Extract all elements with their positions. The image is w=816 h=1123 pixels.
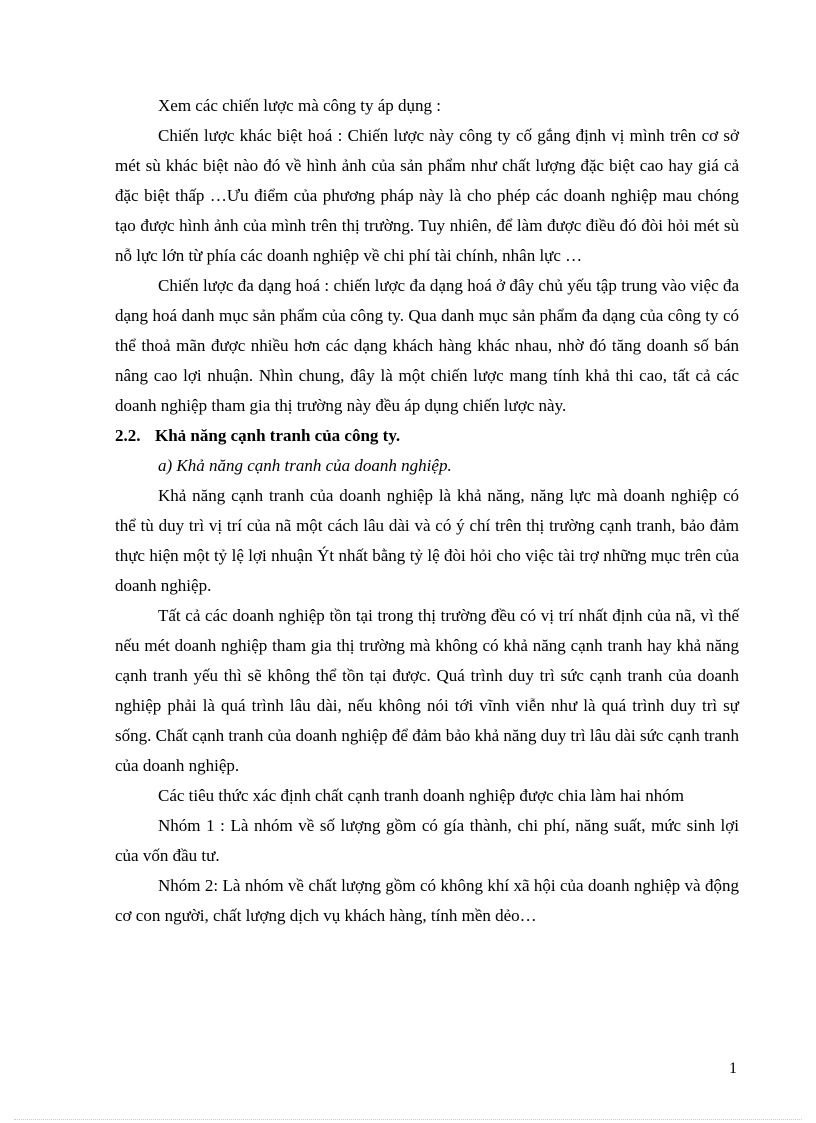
section-title: Khả năng cạnh tranh của công ty.: [155, 426, 401, 445]
section-number: 2.2.: [115, 426, 141, 445]
subsection-heading: a) Khả năng cạnh tranh của doanh nghiệp.: [158, 456, 452, 475]
page-bottom-divider: [14, 1119, 802, 1120]
paragraph-competitiveness-definition: Khả năng cạnh tranh của doanh nghiệp là khả năng, năng lực mà doanh nghiệp có thể tù duy trì vị trí của nã một cách lâu dài và có ý chí trên thị trường cạnh tranh, bảo đảm thực hiện một tỷ lệ lợi nhuận Ýt nhất bằng tỷ lệ đòi hỏi cho việc tài trợ những mục trên của doanh nghiệp.: [115, 486, 739, 595]
paragraph-group-2: Nhóm 2: Là nhóm về chất lượng gồm có không khí xã hội của doanh nghiệp và động cơ con người, chất lượng dịch vụ khách hàng, tính mền dẻo…: [115, 876, 739, 925]
paragraph-market-position: Tất cả các doanh nghiệp tồn tại trong thị trường đều có vị trí nhất định của nã, vì thế nếu mét doanh nghiệp tham gia thị trường mà không có khả năng cạnh tranh hay khả năng cạnh tranh yếu thì sẽ không thể tồn tại được. Quá trình duy trì sức cạnh tranh của doanh nghiệp phải là quá trình lâu dài, nếu không nói tới vĩnh viễn như là quá trình duy trì sự sống. Chất cạnh tranh của doanh nghiệp để đảm bảo khả năng duy trì lâu dài sức cạnh tranh của doanh nghiệp.: [115, 606, 739, 775]
page-number: 1: [729, 1060, 737, 1077]
document-body: [115, 91, 739, 931]
paragraph-group-1: Nhóm 1 : Là nhóm về số lượng gồm có gía thành, chi phí, năng suất, mức sinh lợi của vốn đầu tư.: [115, 816, 739, 865]
paragraph-intro: Xem các chiến lược mà công ty áp dụng :: [158, 96, 442, 115]
paragraph-differentiation-strategy: Chiến lược khác biệt hoá : Chiến lược này công ty cố gắng định vị mình trên cơ sở mét sù khác biệt nào đó về hình ảnh của sản phẩm như chất lượng đặc biệt cao hay giá cả đặc biệt thấp …Ưu điểm của phương pháp này là cho phép các doanh nghiệp mau chóng tạo được hình ảnh của mình trên thị trường. Tuy nhiên, để làm được điều đó đòi hỏi mét sù nỗ lực lớn từ phía các doanh nghiệp về chi phí tài chính, nhân lực …: [115, 126, 739, 265]
paragraph-criteria: Các tiêu thức xác định chất cạnh tranh doanh nghiệp được chia làm hai nhóm: [158, 786, 684, 805]
section-heading: [115, 421, 739, 451]
paragraph-diversification-strategy: Chiến lược đa dạng hoá : chiến lược đa dạng hoá ở đây chủ yếu tập trung vào việc đa dạng hoá danh mục sản phẩm của công ty. Qua danh mục sản phẩm đa dạng của công ty có thể thoả mãn được nhiều hơn các dạng khách hàng khác nhau, nhờ đó tăng doanh số bán nâng cao lợi nhuận. Nhìn chung, đây là một chiến lược mang tính khả thi cao, tất cả các doanh nghiệp tham gia thị trường này đều áp dụng chiến lược này.: [115, 276, 739, 415]
